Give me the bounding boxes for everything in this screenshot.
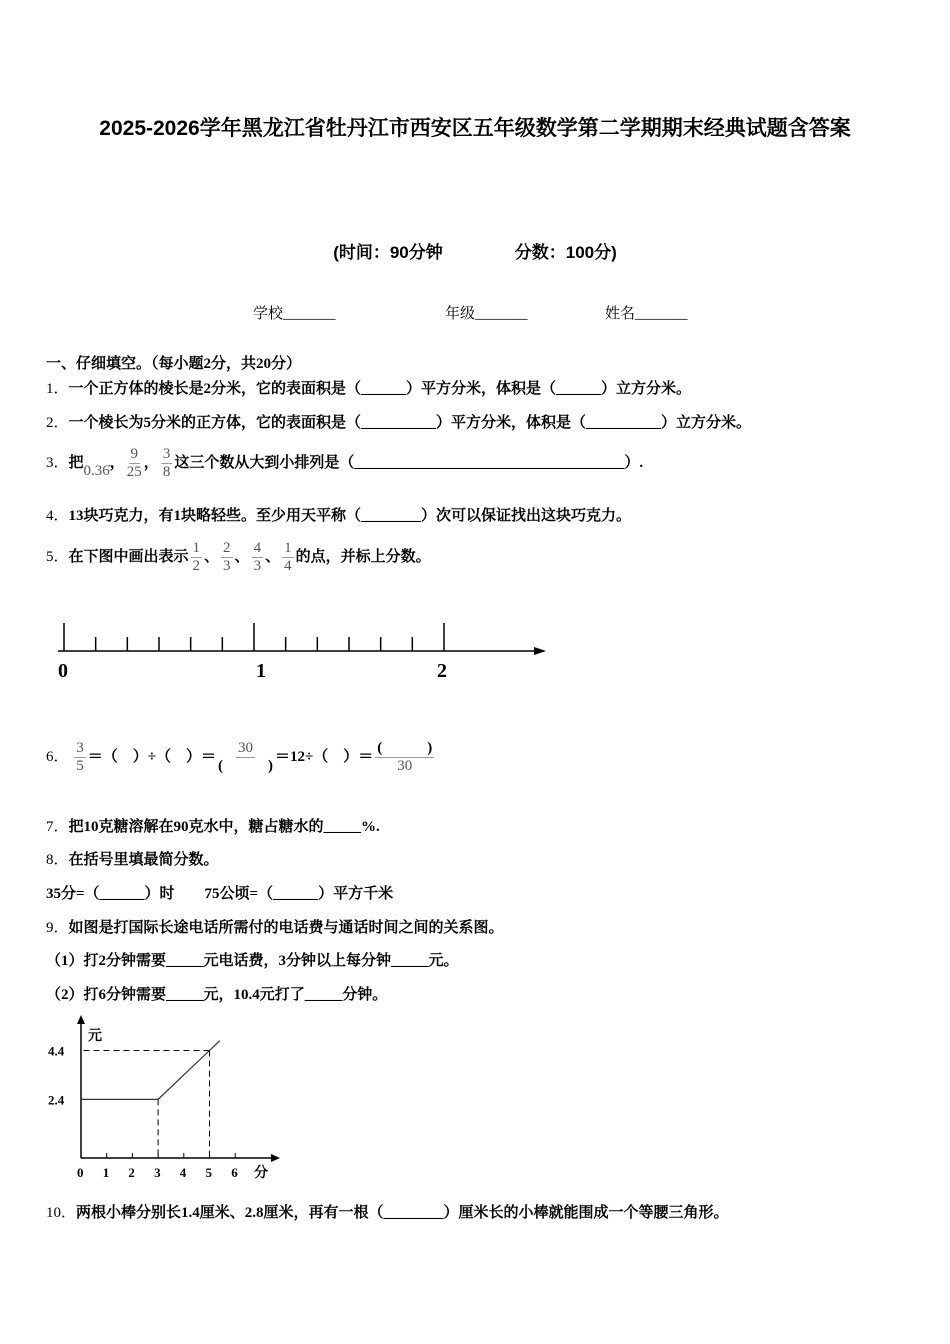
score-info: 分数：100分) [514,243,617,262]
q-number: 7． [46,819,69,835]
q-text: 在括号里填最简分数。 [68,852,219,868]
arrow-icon [534,647,546,655]
fraction [221,540,233,575]
denominator: 8 [162,464,171,480]
q-text: （2）打6分钟需要_____元，10.4元打了_____分钟。 [46,987,388,1003]
tick-label: 2 [437,660,447,682]
x-tick-label: 6 [231,1165,238,1180]
q-text: 如图是打国际长途电话所需付的电话费与通话时间之间的关系图。 [68,920,504,936]
page-title: 2025-2026学年黑龙江省牡丹江市西安区五年级数学第二学期期末经典试题含答案 [99,117,851,140]
q-number: 8． [46,852,69,868]
numerator: ( ) [377,740,433,756]
q-text: 13块巧克力，有1块略轻些。至少用天平称（________）次可以保证找出这块巧克力。 [68,508,632,524]
q-text: 一个棱长为5分米的正方体，它的表面积是（__________）平方分米，体积是（__________）立方分米。 [68,415,752,431]
fraction [127,446,142,481]
q-number: 5． [46,548,69,565]
decimal: 0.36̇ [83,462,110,479]
question-9-part-2 [46,983,387,1004]
q-number: 3． [46,454,69,471]
denominator: 3 [253,558,262,574]
question-9-part-1 [46,949,459,970]
q-number: 1． [46,381,69,397]
numerator: 3 [162,446,171,462]
x-tick-label: 4 [179,1165,187,1180]
exam-info [0,238,950,263]
tick-label: 0 [58,660,68,682]
numerator: 9 [130,446,139,462]
y-tick-label: 2.4 [48,1092,65,1108]
question-5: 5．在下图中画出表示 $\frac{1}{2}$ 、 $\frac{2}{3}$ 、 $\frac{4}{3}$ 、 $\frac{1}{4}$ 的点，并标上分数。 [46,540,431,574]
q-text: ＝（ ）÷（ ）＝ [87,748,216,765]
fraction [218,740,273,775]
fraction [282,540,294,575]
q-number: 4． [46,508,69,524]
q-text: 35分=（______）时 75公顷=（______）平方千米 [46,886,394,902]
question-6 [46,740,436,775]
denominator: 5 [76,758,84,774]
fraction [191,540,203,575]
question-3: 3．把0.36̇， $\frac{9}{25}$ ， $\frac{3}{8}$ 这三个数从大到小排列是（____________________________________）. [46,446,644,480]
arrow-icon [271,1154,280,1162]
x-tick-label: 0 [77,1165,84,1180]
question-10 [46,1201,729,1222]
fraction [252,540,264,575]
fee-line [81,1041,220,1100]
fraction [161,446,173,481]
q-number: 10． [46,1205,77,1221]
q-text: ＝12÷（ ）＝ [275,748,374,765]
denominator: 4 [284,558,292,574]
grade-field: 年级_______ [445,306,528,322]
name-field: 姓名_______ [605,306,688,322]
x-axis-label: 分 [254,1166,268,1181]
x-tick-label: 5 [205,1165,212,1180]
q-text: 把10克糖溶解在90克水中，糖占糖水的_____%. [68,819,380,835]
q-number: 6． [46,748,69,765]
question-8-items [46,882,393,903]
denominator: ( ) [218,758,273,774]
numerator: 30 [238,740,253,756]
question-4 [46,504,631,525]
question-2 [46,411,751,432]
q-text: 在下图中画出表示 [68,548,189,565]
q-number: 2． [46,415,69,431]
section-heading: 一、仔细填空。（每小题2分，共20分） [46,356,302,372]
fraction [74,740,86,775]
numerator: 3 [76,740,84,756]
question-7 [46,815,380,836]
numerator: 1 [284,540,292,556]
numerator: 4 [253,540,262,556]
x-tick-label: 3 [154,1165,161,1180]
fraction [375,740,434,775]
number-line [50,615,560,685]
q-number: 9． [46,920,69,936]
q-text: 的点，并标上分数。 [295,548,431,565]
tick-label: 1 [256,660,266,682]
question-8 [46,848,219,869]
y-axis-label: 元 [88,1029,102,1044]
q-text: 这三个数从大到小排列是（____________________________________）. [174,454,644,471]
phone-fee-chart [40,1010,300,1185]
q-text: 两根小棒分别长1.4厘米、2.8厘米，再有一根（________）厘米长的小棒就能围成一个等腰三角形。 [76,1205,729,1221]
q-text: 一个正方体的棱长是2分米，它的表面积是（______）平方分米，体积是（______）立方分米。 [68,381,692,397]
x-tick-label: 2 [128,1165,135,1180]
denominator: 3 [223,558,231,574]
time-info: (时间：90分钟 [333,243,443,262]
question-9 [46,916,504,937]
school-field: 学校_______ [253,306,336,322]
denominator: 30 [397,758,413,774]
denominator: 25 [126,464,142,480]
q-text: （1）打2分钟需要_____元电话费，3分钟以上每分钟_____元。 [46,953,459,969]
y-tick-label: 4.4 [48,1043,65,1059]
numerator: 1 [192,540,201,556]
question-1 [46,377,691,398]
numerator: 2 [223,540,231,556]
denominator: 2 [192,558,201,574]
q-text: 把 [68,454,84,471]
x-tick-label: 1 [102,1165,110,1180]
arrow-icon [77,1015,85,1024]
